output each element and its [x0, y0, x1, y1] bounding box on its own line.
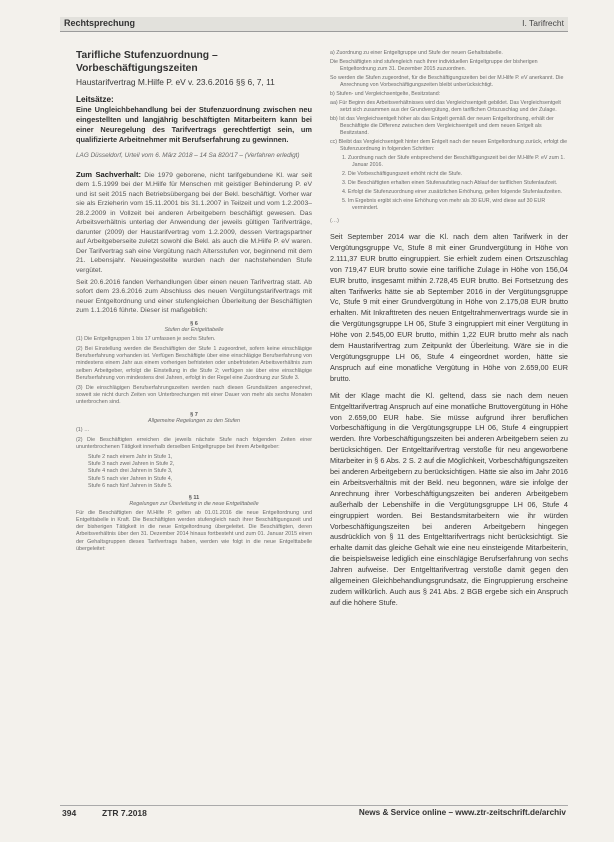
list-item: Stufe 3 nach zwei Jahren in Stufe 2, — [88, 461, 175, 468]
overleitung-list — [330, 50, 568, 212]
list-item-text: Erfolgt die Stufenzuordnung einer zusätzlichen Erhöhung, gelten folgende Stufenlaufzeiten. — [347, 189, 562, 195]
list-item — [330, 100, 568, 114]
list-item — [330, 139, 568, 153]
section-7 — [76, 412, 312, 490]
section-subtitle: Allgemeine Regelungen zu den Stufen — [147, 417, 240, 424]
archive-link[interactable]: News & Service online – www.ztr-zeitschrift.de/archiv — [358, 808, 566, 817]
list-item — [330, 155, 568, 169]
list-item-text: So werden die Stufen zugeordnet, für die Beschäftigungszeiten bei der M.Hilfe P. eV anerkannt. Die Anrechnung von Vorbeschäftigungszeiten bleibt unberücksichtigt. — [330, 75, 564, 88]
left-column — [76, 50, 312, 790]
list-item — [330, 59, 568, 73]
section-paragraph: (2) Bei Einstellung werden die Beschäftigten der Stufe 1 zugeordnet, sofern keine einschlägige Berufserfahrung vorhanden ist. Verfügen Beschäftigte über eine einschlägige Berufserfahrung von mindestens einem Jahr aus einem vorherigen befristeten oder unbefristeten Arbeitsverhältnis zum selben Arbeitgeber, erfolgt die Einstellung in die Stufe 2; verfügen sie über eine einschlägige Berufserfahrung von mindestens drei Jahren, erfolgt in der Regel eine Zuordnung zur Stufe 3. — [76, 346, 312, 381]
list-item — [330, 180, 568, 187]
lead-text: Eine Ungleichbehandlung bei der Stufenzuordnung zwischen neu eingestellten und langjährig beschäftigten Mitarbeitern kann bei einer Neuregelung des Tarifvertrags gerechtfertigt sein, um qualifizierte Arbeitnehmer mit Berufserfahrung zu gewinnen. — [76, 105, 312, 144]
list-item-label: bb) — [330, 116, 338, 122]
list-item-text: Zuordnung nach der Stufe entsprechend der Beschäftigungszeit bei der M.Hilfe P. eV zum 1. Januar 2016. — [347, 155, 565, 168]
section-paragraph: (2) Die Beschäftigten erreichen die jeweils nächste Stufe nach folgenden Zeiten einer ununterbrochenen Tätigkeit innerhalb derselben Entgeltgruppe bei ihrem Arbeitgeber: — [76, 436, 312, 451]
section-paragraph: Für die Beschäftigten der M.Hilfe P. gelten ab 01.01.2016 die neue Entgeltordnung und Entgelttabelle in Kraft. Die Beschäftigten werden stufengleich nach ihrer Beschäftigungszeit und der bisherigen Tätigkeit in die neue Entgeltordnung übergeleitet. Die Beschäftigten, deren Arbeitsverhältnis über den 31. Dezember 2014 hinaus fortbesteht und zum 01. Januar 2015 einen der Gehaltsgruppen dieses Tarifvertrags haben, werden wie folgt in die neue Entgelttabelle übergeleitet: — [76, 509, 312, 552]
page-number: 394 — [62, 808, 77, 818]
lead-heading: Leitsätze: — [76, 95, 114, 104]
list-item-text: Stufen- und Vergleichsentgelte, Besitzstand: — [336, 91, 441, 97]
right-column — [330, 50, 568, 790]
list-item-label: 5. — [342, 198, 347, 204]
running-header — [60, 17, 568, 32]
header-section-left: Rechtsprechung — [64, 18, 136, 28]
list-item-label: aa) — [330, 100, 338, 106]
list-item — [330, 198, 568, 212]
body-paragraph: Seit September 2014 war die Kl. nach dem alten Tarifwerk in der Vergütungsgruppe Vc, Stufe 8 mit einer Grundvergütung in Höhe von 2.111,37 EUR brutto eingruppiert. Sie erhielt zudem einen Ortszuschlag von 719,47 EUR brutto sowie eine tarifliche Zulage in Höhe von 156,04 EUR brutto, insgesamt mithin 2.728,45 EUR brutto. Bei Fortsetzung des alten Tarifwerks hätte sie ab September 2016 in der Vergütungsgruppe Vc, Stufe 9 mit einer Grundvergütung in Höhe von 2.175,08 EUR brutto erhalten. Mit Inkrafttreten des neuen Entgeltrahmenvertrags wurde sie in die Vergütungsgruppe LH 06, Stufe 3 eingruppiert mit einer Vergütung in Höhe von 2.545,00 EUR brutto, mithin 1,22 EUR brutto mehr als nach dem Haustarifvertrag zum Zeitpunkt der Überleitung. Wäre sie in die Vergütungsgruppe LH 06, Stufe 4 eingeordnet worden, hätte sie Anspruch auf eine monatliche Vergütung in Höhe von 2.659,00 EUR brutto. — [330, 232, 568, 383]
article-subtitle: Haustarifvertrag M.Hilfe P. eV v. 23.6.2016 §§ 6, 7, 11 — [76, 77, 275, 87]
list-item-text: Zuordnung zu einer Entgeltgruppe und Stufe der neuen Gehaltstabelle. — [336, 50, 503, 56]
list-item-label: 1. — [342, 155, 347, 161]
list-item-label: 2. — [342, 171, 347, 177]
list-item-label: cc) — [330, 139, 338, 145]
section-11 — [76, 495, 312, 553]
section-title: § 6 — [190, 320, 198, 327]
body-paragraph: Mit der Klage macht die Kl. geltend, dass sie nach dem neuen Entgelttarifvertrag Anspruch auf eine monatliche Bruttovergütung in Höhe von 2.659,00 EUR habe. Sie müsse aufgrund ihrer beruflichen Vorbeschäftigung in die Vergütungsgruppe LH 06, Stufe 4 eingruppiert werden. Ihre Vorbeschäftigungszeiten bei anderen Arbeitgebern seien zu berücksichtigen. Der Entgelttarifvertrag verstoße für neu angeworbene Mitarbeiter in § 6 Abs. 2 S. 2 auf die Möglichkeit, Vorbeschäftigungszeiten bei anderen Arbeitgebern zu berücksichtigen. Hätte sie also im Jahr 2016 ein Arbeitsverhältnis mit der Bekl. neu begonnen, wäre sie infolge der Anrechnung ihrer Vorbeschäftigungszeiten bei anderen Arbeitgebern außerhalb der Lebenshilfe in die Vergütungsgruppe LH 06, Stufe 4 eingruppiert worden. Bei Bestandsmitarbeitern wie ihr würden Vorbeschäftigungszeiten bei anderen Arbeitgebern hingegen ausdrücklich von § 11 des Entgelttarifvertrags nicht berücksichtigt. Sie erhalte damit das gleiche Gehalt wie eine neu einsteigende Mitarbeiterin, die beispielsweise lediglich eine einschlägige Berufserfahrung von sechs Jahren aufweise. Der Entgelttarifvertrag verstoße damit gegen den allgemeinen Gleichbehandlungsgrundsatz, die Eingruppierung erscheine zudem willkürlich. Auch aus § 241 Abs. 2 BGB ergebe sich ein Anspruch auf die höhere Stufe. — [330, 390, 568, 607]
facts-paragraph-2: Seit 20.6.2016 fanden Verhandlungen über einen neuen Tarifvertrag statt. Ab sofort dem 23.6.2016 zum Abschluss des neuen Vergütungstarifvertrags mit neuer Entgeltordnung und einer stufengleichen Überleitung der Beschäftigten zum 1.1.2016 führte. Dieser ist maßgeblich: — [76, 278, 312, 315]
list-item — [330, 75, 568, 89]
list-item-text: Bleibt das Vergleichsentgelt hinter dem Entgelt nach der neuen Entgeltordnung zurück, erfolgt die Stufenzuordnung in folgenden Schritten: — [338, 139, 568, 152]
list-item — [330, 50, 568, 57]
list-item — [330, 116, 568, 137]
section-paragraph: (3) Die einschlägigen Berufserfahrungszeiten werden nach diesen Grundsätzen angerechnet, soweit sie nicht durch Zeiten von Unterbrechungen mit einer Dauer von mehr als sechs Monaten unterbrochen sind. — [76, 385, 312, 406]
list-item: Stufe 6 nach fünf Jahren in Stufe 5. — [88, 482, 173, 489]
list-item: Stufe 5 nach vier Jahren in Stufe 4, — [88, 475, 173, 482]
list-item-text: Die Vorbeschäftigungszeit erhöht nicht die Stufe. — [347, 171, 463, 177]
list-item-text: Im Ergebnis ergibt sich eine Erhöhung von mehr als 30 EUR, wird diese auf 30 EUR vermindert. — [347, 198, 546, 211]
facts-text: Die 1979 geborene, nicht tarifgebundene Kl. war seit dem 1.5.1999 bei der M.Hilfe für Menschen mit geistiger Behinderung P. eV und ist seit 2015 nach Betriebsübergang bei der Bekl. beschäftigt. Vorher war sie als Erzieherin vom 15.11.2001 bis 31.1.2007 in Teilzeit und vom 1.2.2003–28.2.2009 in Vollzeit bei anderen Arbeitgebern beschäftigt gewesen. Das Arbeitsverhältnis unterlag der Anwendung der jeweils gültigen Tarifverträge, darunter (2009) der Haustarifvertrag vom 1.2.2009, dessen Vertragspartner auf Arbeitgeberseite zuletzt sowohl die Bekl. als auch die M.Hilfe P. eV waren. Der Tarifvertrag sah eine Vergütung nach Altersstufen vor, beginnend mit dem 21. Lebensjahr. Neueingestellte wurden nach der nachstehenden Stufe vergütet. — [76, 172, 312, 274]
court-citation: LAG Düsseldorf, Urteil vom 6. März 2018 – 14 Sa 820/17 – (Verfahren erledigt) — [76, 152, 300, 159]
section-subtitle: Stufen der Entgelttabelle — [164, 326, 224, 333]
list-item-text: Die Beschäftigten sind stufengleich nach ihrer individuellen Entgeltgruppe der bisherigen Entgeltordnung zum 31. Dezember 2015 zuzuordnen. — [330, 59, 538, 72]
article-title: Tarifliche Stufenzuordnung – Vorbeschäftigungszeiten — [76, 50, 218, 74]
list-item-label: 4. — [342, 189, 347, 195]
list-item — [330, 91, 568, 98]
section-title: § 7 — [190, 411, 198, 418]
section-paragraph: (1) Die Entgeltgruppen 1 bis 17 umfassen je sechs Stufen. — [76, 335, 216, 342]
section-subtitle: Regelungen zur Überleitung in die neue Entgelttabelle — [129, 500, 259, 507]
list-item-text: Für Beginn des Arbeitsverhältnisses wird das Vergleichsentgelt gebildet. Das Vergleichsentgelt setzt sich zusammen aus der Grundvergütung, dem tariflichen Ortszuschlag und der Zulage. — [339, 100, 561, 113]
section-title: § 11 — [188, 494, 200, 501]
page-footer — [60, 805, 568, 819]
list-item-label: a) — [330, 50, 335, 56]
list-item-text: Ist das Vergleichsentgelt höher als das Entgelt gemäß der neuen Entgeltordnung, erhält der Beschäftigte die Differenz zwischen dem Vergleichsentgelt und dem neuen Entgelt als Besitzstand. — [339, 116, 554, 136]
section-paragraph: (1) … — [76, 426, 90, 433]
section-6 — [76, 321, 312, 407]
facts-label: Zum Sachverhalt: — [76, 170, 142, 179]
facts-paragraph — [76, 170, 312, 275]
list-item-label: b) — [330, 91, 335, 97]
header-section-right: I. Tarifrecht — [522, 18, 564, 28]
list-item — [330, 189, 568, 196]
list-item — [330, 171, 568, 178]
list-item-text: Die Beschäftigten erhalten einen Stufenaufstieg nach Ablauf der tariflichen Stufenlaufzeit. — [347, 180, 558, 186]
omission-marker: (…) — [330, 218, 339, 224]
list-item: Stufe 4 nach drei Jahren in Stufe 3, — [88, 468, 173, 475]
list-item: Stufe 2 nach einem Jahr in Stufe 1, — [88, 454, 173, 461]
list-item-label: 3. — [342, 180, 347, 186]
journal-issue: ZTR 7.2018 — [102, 808, 147, 818]
